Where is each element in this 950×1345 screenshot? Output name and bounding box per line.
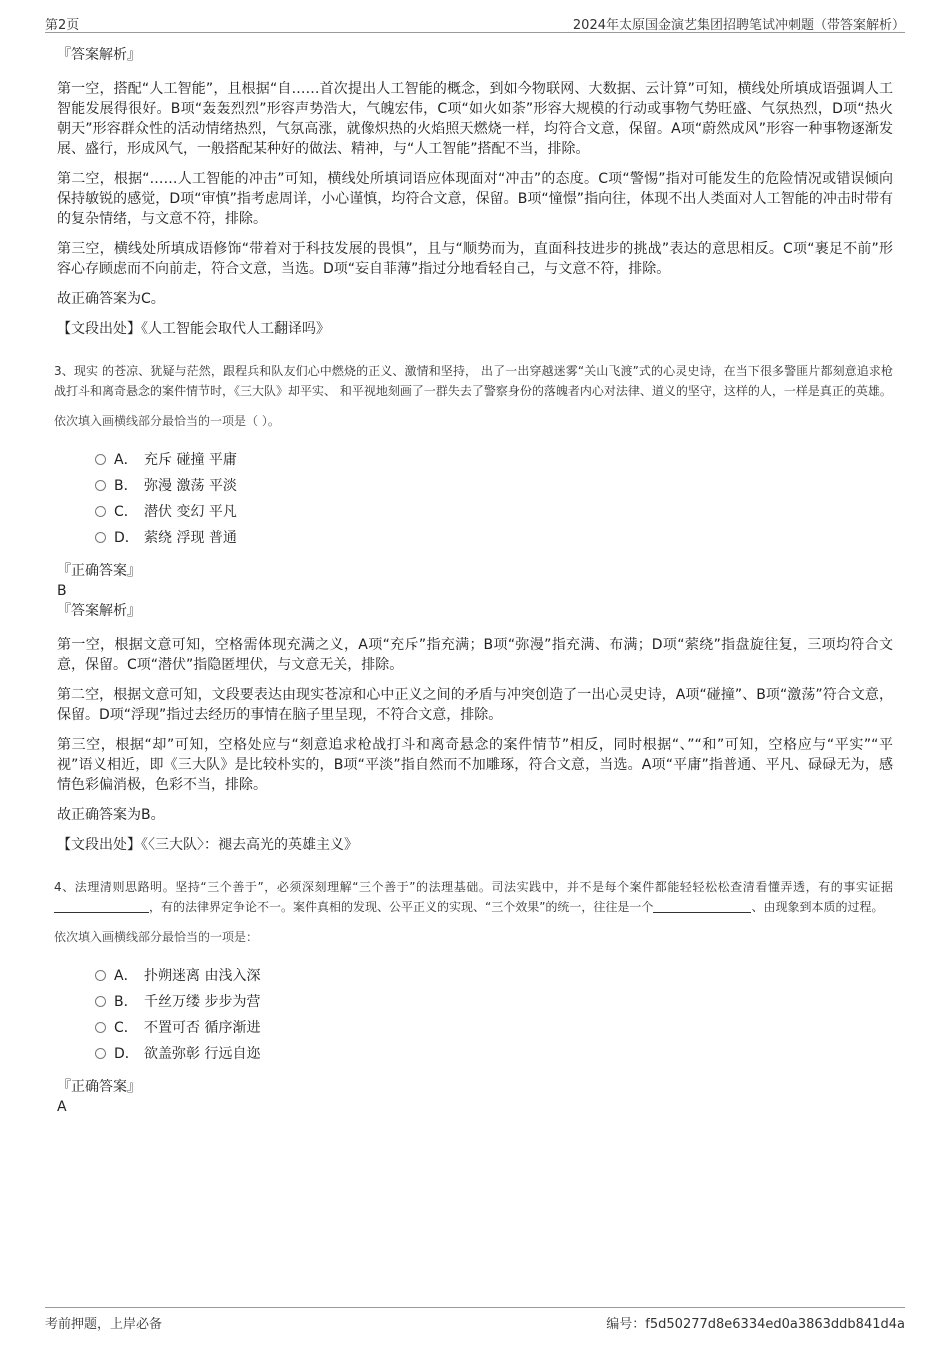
document-title: 2024年太原国金演艺集团招聘笔试冲刺题（带答案解析） — [572, 18, 905, 33]
q3-question-text: 3、现实 的苍凉、犹疑与茫然，跟程兵和队友们心中燃烧的正义、激情和坚持， 出了一出穿越迷雾“关山飞渡”式的心灵史诗，在当下很多警匪片都刻意追求枪战打斗和离奇悬念的案件情节时，《三大队》却平实、 和平视地刻画了一群失去了警察身份的落魄者内心对法律、道义的坚守，这样的人，一样是真正的英雄。 — [54, 364, 893, 398]
page-content — [54, 45, 893, 1117]
q3-option-d[interactable]: D． 萦绕 浮现 普通 — [95, 525, 893, 551]
q4-option-c[interactable]: C． 不置可否 循序渐进 — [95, 1015, 893, 1041]
radio-icon[interactable] — [95, 454, 106, 465]
q4-option-d[interactable]: D． 欲盖弥彰 行远自迩 — [95, 1041, 893, 1067]
q4-options — [95, 963, 893, 1067]
radio-icon[interactable] — [95, 996, 106, 1007]
q2-analysis-p3: 第三空，横线处所填成语修饰“带着对于科技发展的畏惧”，且与“顺势而为，直面科技进步的挑战”表达的意思相反。C项“裹足不前”形容心存顾虑而不向前走，符合文意，当选。D项“妄自菲薄”指过分地看轻自己，与文意不符，排除。 — [57, 241, 893, 277]
radio-icon[interactable] — [95, 480, 106, 491]
q2-analysis-p2: 第二空，根据“……人工智能的冲击”可知，横线处所填词语应体现面对“冲击”的态度。C项“警惕”指对可能发生的危险情况或错误倾向保持敏锐的感觉，D项“审慎”指考虑周详，小心谨慎，均符合文意，保留。B项“憧憬”指向往，体现不出人类面对人工智能的冲击时带有的复杂情绪，与文意不符，排除。 — [57, 171, 893, 227]
q4-answer-label: 『正确答案』 — [57, 1079, 141, 1095]
q3-option-b[interactable]: B． 弥漫 激荡 平淡 — [95, 473, 893, 499]
fill-blank — [54, 898, 149, 913]
q3-option-a[interactable]: A． 充斥 碰撞 平庸 — [95, 447, 893, 473]
q2-analysis-p1: 第一空，搭配“人工智能”，且根据“自……首次提出人工智能的概念，到如今物联网、大数据、云计算”可知，横线处所填成语强调人工智能发展得很好。B项“轰轰烈烈”形容声势浩大，气魄宏伟，C项“如火如荼”形容大规模的行动或事物气势旺盛、气氛热烈，D项“热火朝天”形容群众性的活动情绪热烈，气氛高涨，就像炽热的火焰照天燃烧一样，均符合文意，保留。A项“蔚然成风”形容一种事物逐渐发展、盛行，形成风气，一般搭配某种好的做法、精神，与“人工智能”搭配不当，排除。 — [57, 81, 893, 157]
page-header — [45, 12, 905, 33]
radio-icon[interactable] — [95, 1022, 106, 1033]
q3-source: 【文段出处】《〈三大队〉：褪去高光的英雄主义》 — [57, 837, 358, 853]
document-id: 编号：f5d50277d8e6334ed0a3863ddb841d4a — [606, 1317, 905, 1332]
q2-conclusion: 故正确答案为C。 — [57, 291, 165, 307]
q2-analysis-label: 『答案解析』 — [57, 47, 141, 63]
q2-source: 【文段出处】《人工智能会取代人工翻译吗》 — [57, 321, 330, 337]
q3-conclusion: 故正确答案为B。 — [57, 807, 165, 823]
q4-option-a[interactable]: A． 扑朔迷离 由浅入深 — [95, 963, 893, 989]
q4-option-b[interactable]: B． 千丝万缕 步步为营 — [95, 989, 893, 1015]
radio-icon[interactable] — [95, 1048, 106, 1059]
q3-prompt: 依次填入画横线部分最恰当的一项是（ ）。 — [54, 414, 280, 428]
q3-analysis-p1: 第一空，根据文意可知，空格需体现充满之义，A项“充斥”指充满；B项“弥漫”指充满、布满；D项“萦绕”指盘旋往复，三项均符合文意，保留。C项“潜伏”指隐匿埋伏，与文意无关，排除。 — [57, 637, 893, 673]
q3-analysis-label: 『答案解析』 — [57, 603, 141, 619]
q3-option-c[interactable]: C． 潜伏 变幻 平凡 — [95, 499, 893, 525]
radio-icon[interactable] — [95, 970, 106, 981]
page-footer — [45, 1307, 905, 1332]
radio-icon[interactable] — [95, 532, 106, 543]
q3-answer-label: 『正确答案』 — [57, 563, 141, 579]
radio-icon[interactable] — [95, 506, 106, 517]
q3-answer: B — [57, 583, 67, 599]
q3-options — [95, 447, 893, 551]
footer-slogan: 考前押题，上岸必备 — [45, 1317, 163, 1332]
q3-analysis-p3: 第三空，根据“却”可知，空格处应与“刻意追求枪战打斗和离奇悬念的案件情节”相反，同时根据“、”“和”可知，空格应与“平实”“平视”语义相近，即《三大队》是比较朴实的，B项“平淡”指自然而不加雕琢，符合文意，当选。A项“平庸”指普通、平凡、碌碌无为，感情色彩偏消极，色彩不当，排除。 — [57, 737, 893, 793]
q3-analysis-p2: 第二空，根据文意可知，文段要表达由现实苍凉和心中正义之间的矛盾与冲突创造了一出心灵史诗，A项“碰撞”、B项“激荡”符合文意，保留。D项“浮现”指过去经历的事情在脑子里呈现，不符合文意，排除。 — [57, 687, 893, 723]
fill-blank — [653, 898, 751, 913]
q4-answer: A — [57, 1099, 67, 1115]
page-number: 第2页 — [45, 18, 80, 33]
q4-question-text: 4、法理清则思路明。坚持“三个善于”，必须深刻理解“三个善于”的法理基础。司法实践中，并不是每个案件都能轻轻松松查清看懂弄透，有的事实证据，有的法律界定争论不一。案件真相的发现、公平正义的实现、“三个效果”的统一，往往是一个 、由现象到本质的过程。 — [54, 880, 893, 914]
q4-prompt: 依次填入画横线部分最恰当的一项是： — [54, 930, 259, 944]
